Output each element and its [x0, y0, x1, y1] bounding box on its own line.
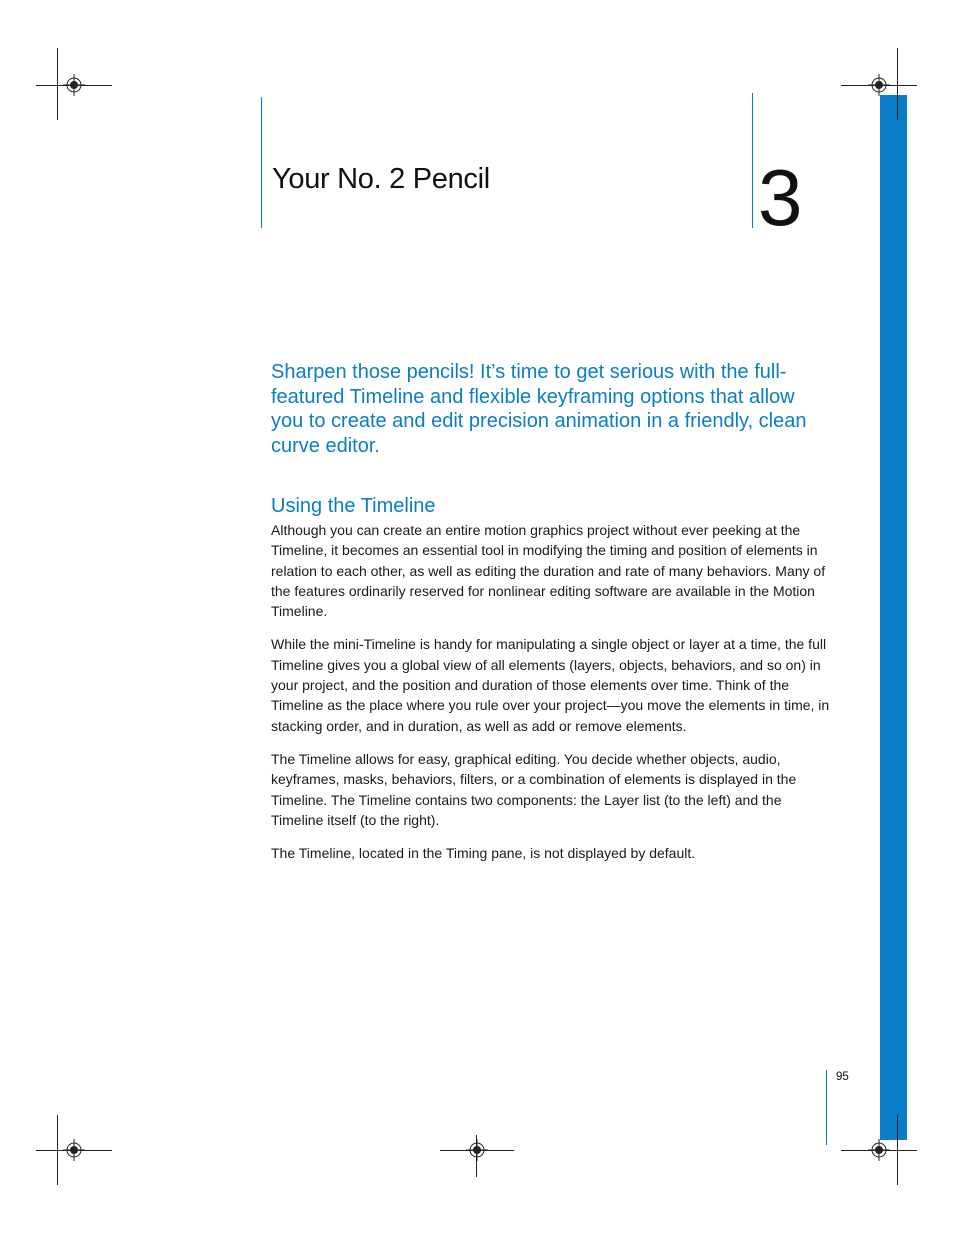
registration-mark-icon — [868, 1139, 890, 1161]
registration-mark-icon — [466, 1139, 488, 1161]
page-number: 95 — [836, 1071, 849, 1083]
chapter-title: Your No. 2 Pencil — [272, 163, 490, 195]
page-number-rule — [826, 1070, 827, 1145]
registration-mark-icon — [63, 74, 85, 96]
chapter-tab-bar — [880, 95, 907, 1140]
paragraph: Although you can create an entire motion graphics project without ever peeking at the Timeline, it becomes an essential tool in modifying the timing and position of elements in relation to each other, as well as editing the duration and rate of many behaviors. Many of the features ordinarily reserved for nonlinear editing software are available in the Motion Timeline. — [271, 522, 826, 620]
chapter-intro: Sharpen those pencils! It’s time to get serious with the full-featured Timeline and flexible keyframing options that allow you to create and edit precision animation in a friendly, clean curve editor. — [271, 361, 807, 457]
section-body — [271, 520, 831, 876]
registration-mark-icon — [63, 1139, 85, 1161]
chapter-number: 3 — [758, 153, 803, 242]
paragraph: The Timeline allows for easy, graphical editing. You decide whether objects, audio, keyframes, masks, behaviors, filters, or a combination of elements is displayed in the Timeline. The Timeline contains two components: the Layer list (to the left) and the Timeline itself (to the right). — [271, 750, 797, 828]
paragraph: While the mini-Timeline is handy for manipulating a single object or layer at a time, the full Timeline gives you a global view of all elements (layers, objects, behaviors, and so on) in your project, and the position and duration of those elements over time. Think of the Timeline as the place where you rule over your project—you move the elements in time, in stacking order, and in duration, as well as add or remove elements. — [271, 636, 830, 734]
paragraph: The Timeline, located in the Timing pane, is not displayed by default. — [271, 845, 696, 862]
registration-mark-icon — [868, 74, 890, 96]
title-rule — [261, 97, 262, 228]
section-heading: Using the Timeline — [271, 495, 436, 517]
chapter-number-rule — [752, 93, 753, 228]
